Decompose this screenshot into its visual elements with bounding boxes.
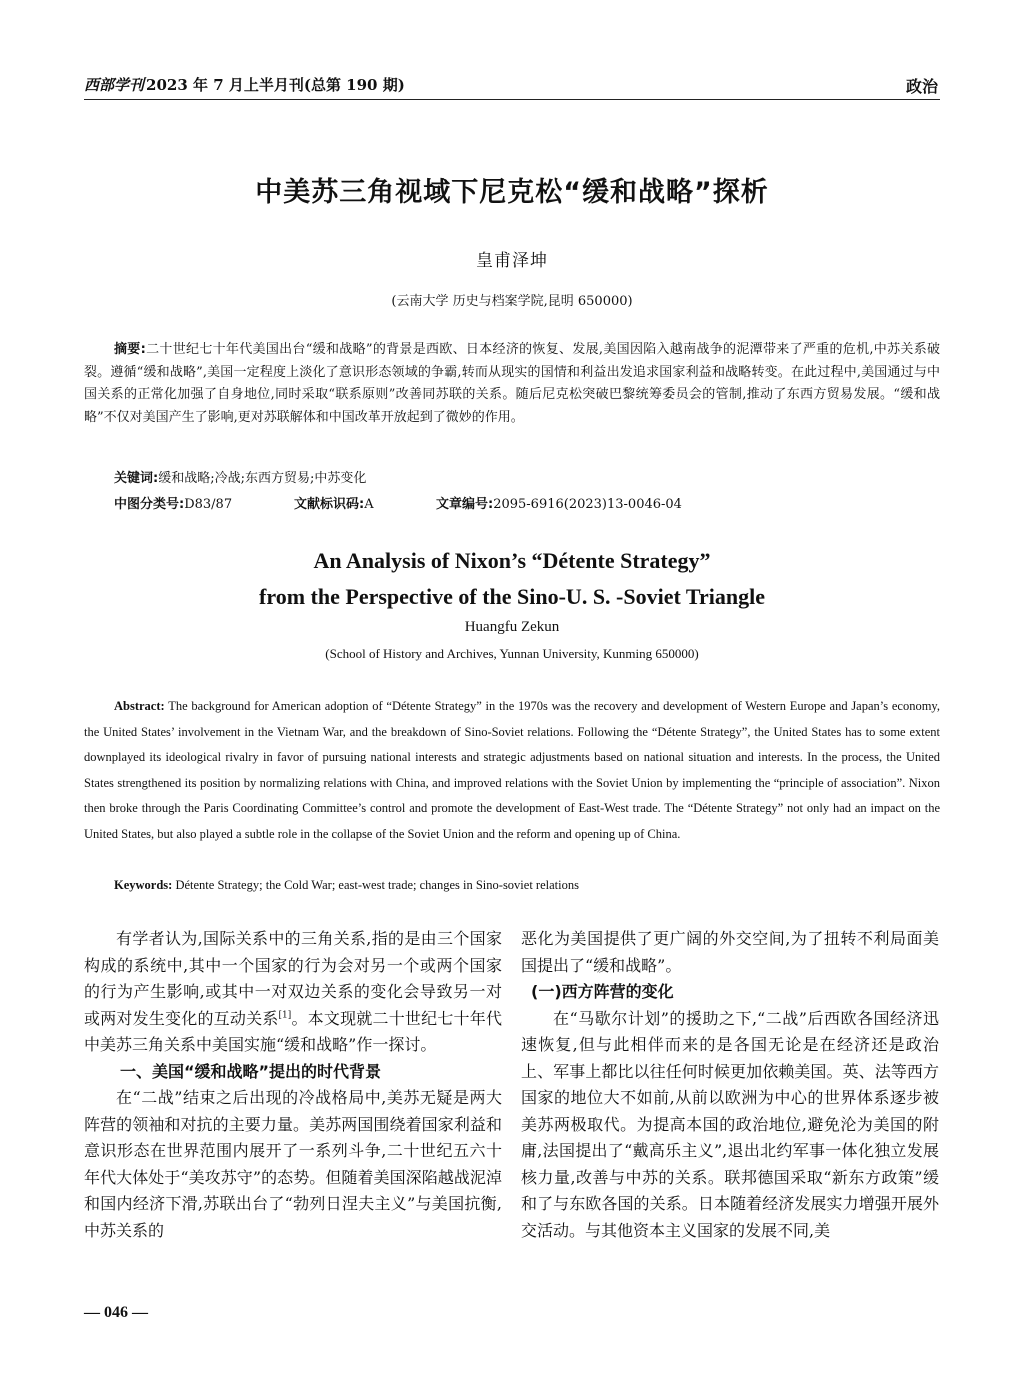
page-number: — 046 — [84,1304,148,1321]
journal-logo: 西部学刊 [84,76,145,94]
doc-code-label: 文献标识码: [294,497,365,512]
article-number-label: 文章编号: [436,497,494,512]
body-paragraph: 在“马歇尔计划”的援助之下,“二战”后西欧各国经济迅速恢复,但与此相伴而来的是各国无论是在经济还是政治上、军事上都比以往任何时候更加依赖美国。英、法等西方国家的地位大不如前,从前以欧洲为中心的世界体系逐步被美苏两极取代。为提高本国的政治地位,避免沦为美国的附庸,法国提出了“戴高乐主义”,退出北约军事一体化独立发展核力量,改善与中苏的关系。联邦德国采取“新东方政策”缓和了与东欧各国的关系。日本随着经济发展实力增强开展外交活动。与其他资本主义国家的发展不同,美 [521,1008,939,1240]
abstract-cn-text: 二十世纪七十年代美国出台“缓和战略”的背景是西欧、日本经济的恢复、发展,美国因陷入越南战争的泥潭带来了严重的危机,中苏关系破裂。遵循“缓和战略”,美国一定程度上淡化了意识形态领域的争霸,转而从现实的国情和利益出发追求国家利益和战略转变。在此过程中,美国通过与中国关系的正常化加强了自身地位,同时采取“联系原则”改善同苏联的关系。随后尼克松突破巴黎统筹委员会的管制,推动了东西方贸易发展。“缓和战略”不仅对美国产生了影响,更对苏联解体和中国改革开放起到了微妙的作用。 [84,342,941,425]
abstract-en [84,694,940,848]
affiliation-cn: (云南大学 历史与档案学院,昆明 650000) [391,294,633,309]
author-en: Huangfu Zekun [464,619,560,635]
body-column-right [521,926,939,1244]
paper-title-en-line1: An Analysis of Nixon’s “Détente Strategy” [313,548,711,573]
keywords-cn-label: 关键词: [114,471,159,486]
clc-value: D83/87 [184,497,233,512]
running-header-journal [84,74,405,95]
body-paragraph: 恶化为美国提供了更广阔的外交空间,为了扭转不利局面美国提出了“缓和战略”。 [521,929,939,975]
author-cn: 皇甫泽坤 [476,251,548,271]
subsection-heading: (一)西方阵营的变化 [531,982,674,1001]
body-paragraph: 有学者认为,国际关系中的三角关系,指的是由三个国家构成的系统中,其中一个国家的行为会对另一个或两个国家的行为产生影响,或其中一对双边关系的变化会导致另一对或两对发生变化的互动关系[1]。本文现就二十世纪七十年代中美苏三角关系中美国实施“缓和战略”作一探讨。 [84,929,502,1054]
abstract-cn [84,339,940,429]
keywords-en-text: Détente Strategy; the Cold War; east-west trade; changes in Sino-soviet relations [175,878,579,892]
body-column-left [84,926,502,1244]
section-heading: 一、美国“缓和战略”提出的时代背景 [120,1061,382,1081]
paper-title-en-line2: from the Perspective of the Sino-U. S. -Soviet Triangle [259,584,765,609]
abstract-en-label: Abstract: [114,699,165,713]
header-divider [84,99,940,100]
abstract-cn-label: 摘要: [114,342,146,357]
citation-ref[interactable]: [1] [278,1010,292,1021]
keywords-cn-text: 缓和战略;冷战;东西方贸易;中苏变化 [158,471,367,486]
paper-title-cn: 中美苏三角视域下尼克松“缓和战略”探析 [255,177,769,208]
affiliation-en: (School of History and Archives, Yunnan University, Kunming 650000) [325,646,699,661]
classification-row [114,493,682,512]
clc-label: 中图分类号: [114,497,185,512]
keywords-cn [84,468,940,491]
body-paragraph: 在“二战”结束之后出现的冷战格局中,美苏无疑是两大阵营的领袖和对抗的主要力量。美苏两国围绕着国家利益和意识形态在世界范围内展开了一系列斗争,二十世纪五六十年代大体处于“美攻苏守”的态势。但随着美国深陷越战泥淖和国内经济下滑,苏联出台了“勃列日涅夫主义”与美国抗衡,中苏关系的 [84,1088,502,1240]
article-number-value: 2095-6916(2023)13-0046-04 [493,497,682,512]
abstract-en-text: The background for American adoption of “Détente Strategy” in the 1970s was the recovery and development of Western Europe and Japan’s economy, the United States’ involvement in the Vietnam War, and the breakdown of Sino-Soviet relations. Following the “Détente Strategy”, the United States has to some extent downplayed its ideological rivalry in favor of pursuing national interests and strategic adjustments based on national situation and interests. In the process, the United States strengthened its position by normalizing relations with China, and improved relations with the Soviet Union by implementing the “principle of association”. Nixon then broke through the Paris Coordinating Committee’s control and promote the development of East-West trade. The “Détente Strategy” not only had an impact on the United States, but also played a subtle role in the collapse of the Soviet Union and the reform and opening up of China. [84,699,940,841]
running-header-section: 政治 [905,77,938,96]
doc-code-value: A [364,497,374,512]
keywords-en [84,873,940,899]
keywords-en-label: Keywords: [114,878,173,892]
journal-issue: 2023 年 7 月上半月刊(总第 190 期) [146,76,405,94]
